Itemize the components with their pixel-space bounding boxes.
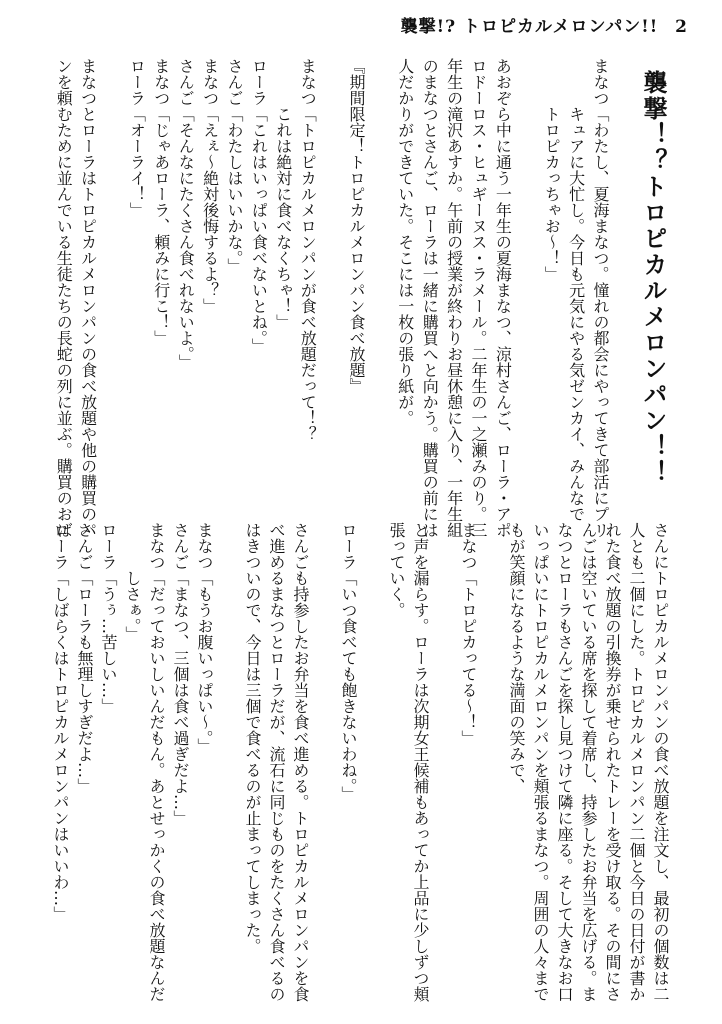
page-number: 2 bbox=[675, 17, 688, 37]
chapter-title: 襲撃！？トロピカルメロンパン！！ bbox=[639, 70, 668, 486]
text-column: キュアに大忙し。今日も元気にやる気ゼンカイ、みんなで bbox=[566, 58, 586, 522]
text-column: まなつ「えぇ〜絶対後悔するよ？」 bbox=[200, 58, 220, 314]
text-column: さんにトロピカルメロンパンの食べ放題を注文し、最初の個数は二 bbox=[651, 522, 670, 1002]
text-column: ローラ「オーライ！」 bbox=[127, 58, 147, 218]
text-column: まなつ「もうお腹いっぱい〜。」 bbox=[195, 522, 214, 754]
text-column: 人とも二個にした。トロピカルメロンパン二個と今日の日付が書か bbox=[627, 522, 646, 1002]
text-column: ロドーロス・ヒュギーヌス・ラメール。二年生の一之瀬みのり。三 bbox=[469, 58, 488, 538]
text-column: 『期間限定！トロピカルメロンパン食べ放題』 bbox=[347, 58, 366, 394]
running-header bbox=[391, 12, 688, 37]
text-column: まなつ「トロピカルメロンパンが食べ放題だって！？ bbox=[298, 58, 318, 442]
header-title: 襲撃!? トロピカルメロンパン!! bbox=[400, 17, 659, 37]
text-column: れた食べ放題の引換券が乗せられたトレーを受け取る。その間にさ bbox=[603, 522, 622, 1002]
text-column: 張っていく。 bbox=[387, 522, 406, 618]
text-column: なつとローラもさんごを探し見つけて隣に座る。そして大きなお口 bbox=[555, 522, 574, 1002]
text-column: まなつ「わたし、夏海まなつ。憧れの都会にやってきて部活にプリ bbox=[591, 58, 610, 538]
text-column: いっぱいにトロピカルメロンパンを頬張るまなつ。周囲の人々まで bbox=[531, 522, 550, 1002]
text-column: しさぁ。」 bbox=[123, 522, 142, 642]
text-column: ローラ「いつ食べても飽きないわね。」 bbox=[339, 522, 358, 802]
text-column: もが笑顔になるような満面の笑みで、 bbox=[507, 522, 526, 794]
text-column: まなつ「トロピカってる〜！」 bbox=[459, 522, 478, 746]
text-column: と声を漏らす。ローラは次期女王候補もあってか上品に少しずつ頬 bbox=[411, 522, 430, 1002]
text-column: 年生の滝沢あすか。午前の授業が終わりお昼休憩に入り、一年生組 bbox=[444, 58, 464, 538]
text-column: ローラ「これはいっぱい食べないとね。」 bbox=[249, 58, 269, 354]
text-column: べ進めるまなつとローラだが、流石に同じものをたくさん食べるの bbox=[267, 522, 286, 1002]
text-column: はきついので、今日は三個で食べるのが止まってしまった。 bbox=[243, 522, 262, 954]
text-column: ローラ「しばらくはトロピカルメロンパンはいいわ…」 bbox=[51, 522, 70, 922]
text-column: まなつ「じゃあローラ、頼みに行こ！」 bbox=[151, 58, 171, 346]
text-column: あおぞら中に通う一年生の夏海まなつ、涼村さんご、ローラ・アポ bbox=[493, 58, 513, 538]
text-column: さんご「わたしはいいかな。」 bbox=[225, 58, 244, 274]
text-column: さんごも持参したお弁当を食べ進める。トロピカルメロンパンを食 bbox=[291, 522, 310, 1002]
text-column: ローラ「うぅ…苦しい…」 bbox=[99, 522, 118, 714]
text-column: ンを頼むために並んでいる生徒たちの長蛇の列に並ぶ。購買のおば bbox=[54, 58, 74, 538]
text-column: まなつとローラはトロピカルメロンパンの食べ放題や他の購買のパ bbox=[78, 58, 98, 538]
text-column: のまなつとさんご、ローラは一緒に購買へと向かう。購買の前には bbox=[420, 58, 440, 538]
text-column: さんご「そんなにたくさん食べれないよ。」 bbox=[176, 58, 196, 370]
text-column: さんご「まなつ、三個は食べ過ぎだよ…」 bbox=[171, 522, 190, 826]
text-column: んごは空いている席を探して着席し、持参したお弁当を広げる。ま bbox=[579, 522, 598, 1002]
text-column: 人だかりができていた。そこには一枚の張り紙が。 bbox=[395, 58, 415, 426]
text-column: トロピカっちゃお〜！」 bbox=[542, 58, 562, 282]
text-column: さんご「ローラも無理しすぎだよ…」 bbox=[75, 522, 94, 794]
text-column: まなつ「だっておいしいんだもん。あとせっかくの食べ放題なんだ bbox=[147, 522, 166, 1002]
text-column: これは絶対に食べなくちゃ！」 bbox=[273, 58, 293, 330]
